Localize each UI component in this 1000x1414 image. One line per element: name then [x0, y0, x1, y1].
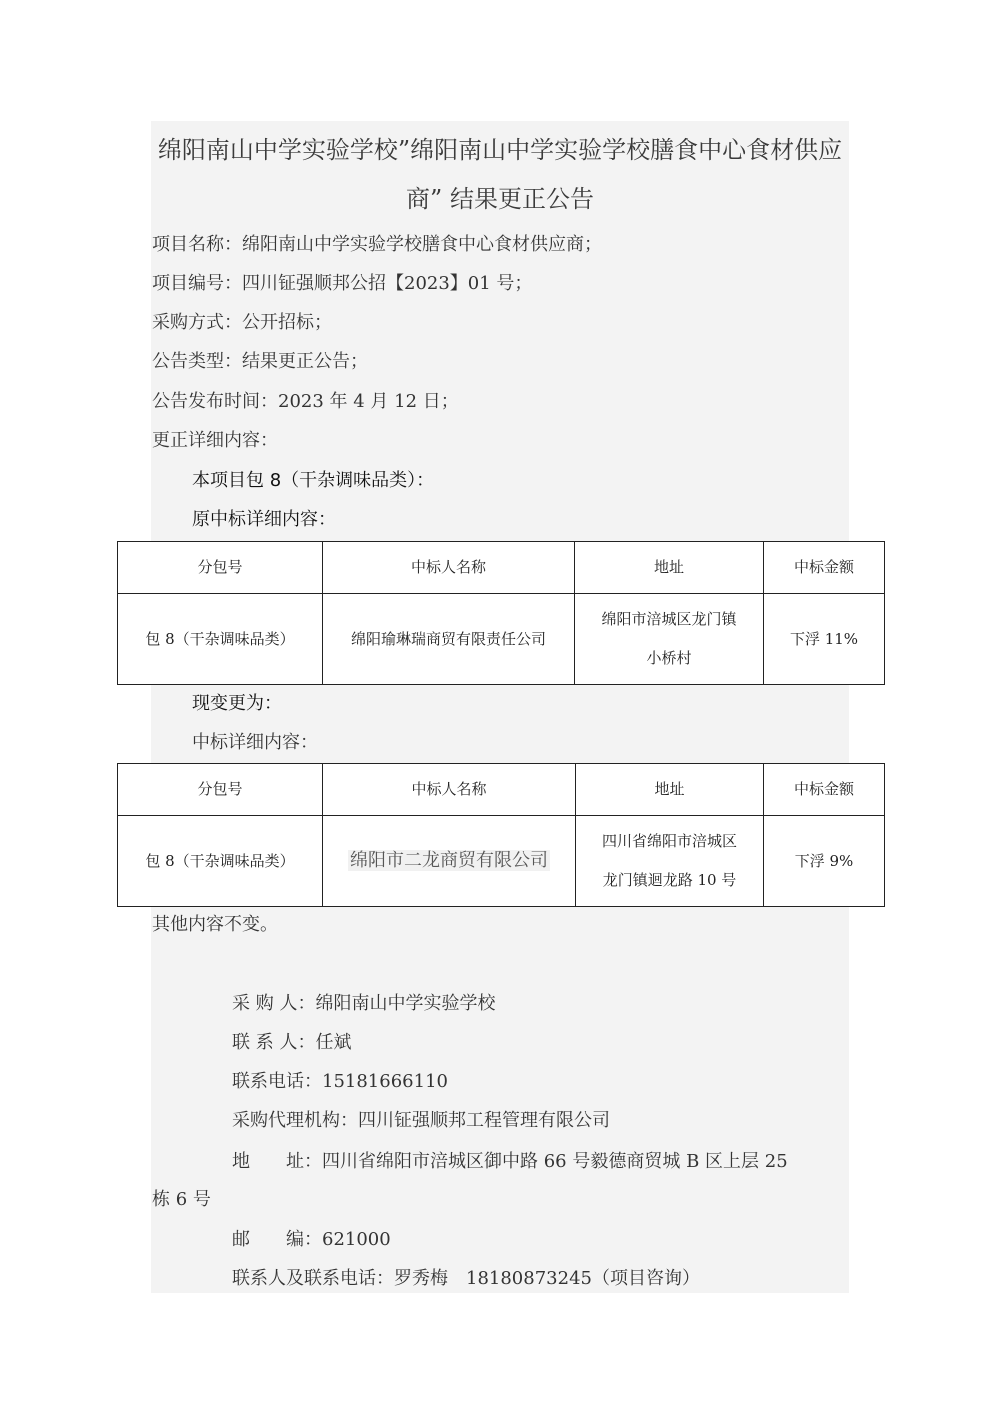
- cell-package: 包 8（干杂调味品类）: [118, 816, 323, 907]
- address-line: [232, 1150, 788, 1174]
- new-award-heading: 中标详细内容：: [192, 732, 318, 753]
- cell-amount: 下浮 9%: [764, 816, 885, 907]
- header-amount: 中标金额: [764, 542, 885, 594]
- address-line-2: 小桥村: [646, 649, 692, 667]
- header-winner: 中标人名称: [323, 764, 576, 816]
- contact-value: 任斌: [315, 1032, 352, 1053]
- info-label: 公告发布时间：: [152, 391, 278, 412]
- purchaser-value: 绵阳南山中学实验学校: [315, 993, 496, 1014]
- info-value: 四川钲强顺邦公招【2023】01 号；: [242, 273, 533, 294]
- header-amount: 中标金额: [764, 764, 885, 816]
- agency-line: [232, 1109, 610, 1133]
- header-package: 分包号: [118, 764, 323, 816]
- info-label: 采购方式：: [152, 312, 242, 333]
- info-value: 绵阳南山中学实验学校膳食中心食材供应商；: [242, 234, 602, 255]
- phone-value: 15181666110: [322, 1071, 448, 1092]
- cell-winner: 绵阳瑜琳瑞商贸有限责任公司: [323, 594, 575, 685]
- document-title-line-2: 商” 结果更正公告: [406, 185, 594, 213]
- new-award-table: [117, 763, 885, 907]
- postcode-value: 621000: [322, 1229, 391, 1250]
- agency-contact-line: [232, 1267, 700, 1291]
- info-value: 结果更正公告；: [242, 351, 368, 372]
- info-label: 公告类型：: [152, 351, 242, 372]
- cell-winner: [323, 816, 576, 907]
- address-line-1: 绵阳市涪城区龙门镇: [601, 610, 737, 628]
- cell-address: [576, 816, 764, 907]
- header-address: 地址: [575, 542, 764, 594]
- original-award-heading: 原中标详细内容：: [192, 509, 336, 530]
- contact-label: 联 系 人：: [232, 1032, 316, 1053]
- info-correction-details: [152, 429, 278, 453]
- purchaser-line: [232, 992, 495, 1016]
- cell-package: 包 8（干杂调味品类）: [118, 594, 323, 685]
- info-label: 项目名称：: [152, 234, 242, 255]
- table-row: [118, 594, 885, 685]
- footer-note: 其他内容不变。: [152, 914, 278, 935]
- package-heading: 本项目包 8（干杂调味品类）：: [192, 470, 435, 491]
- cell-amount: 下浮 11%: [764, 594, 885, 685]
- agency-label: 采购代理机构：: [232, 1110, 358, 1131]
- header-winner: 中标人名称: [323, 542, 575, 594]
- agency-contact-label: 联系人及联系电话：: [232, 1268, 394, 1289]
- changed-heading: 现变更为：: [192, 693, 282, 714]
- table-header-row: [118, 542, 885, 594]
- agency-value: 四川钲强顺邦工程管理有限公司: [358, 1110, 610, 1131]
- table-header-row: [118, 764, 885, 816]
- address-value: 四川省绵阳市涪城区御中路 66 号毅德商贸城 B 区上层 25: [322, 1151, 788, 1172]
- info-project-name: [152, 233, 602, 257]
- header-address: 地址: [576, 764, 764, 816]
- postcode-line: [232, 1228, 391, 1252]
- winner-name-highlight: 绵阳市二龙商贸有限公司: [350, 850, 548, 871]
- address-continuation: 栋 6 号: [152, 1189, 211, 1210]
- header-package: 分包号: [118, 542, 323, 594]
- original-award-table: [117, 541, 885, 685]
- info-label: 更正详细内容：: [152, 430, 278, 451]
- phone-line: [232, 1070, 448, 1094]
- info-notice-type: [152, 350, 368, 374]
- document-title-line-1: 绵阳南山中学实验学校”绵阳南山中学实验学校膳食中心食材供应: [157, 136, 843, 164]
- purchaser-label: 采 购 人：: [232, 993, 316, 1014]
- agency-contact-value: 罗秀梅 18180873245（项目咨询）: [394, 1268, 700, 1289]
- info-project-number: [152, 272, 532, 296]
- info-label: 项目编号：: [152, 273, 242, 294]
- phone-label: 联系电话：: [232, 1071, 322, 1092]
- postcode-label: 邮 编：: [232, 1229, 322, 1250]
- table-row: [118, 816, 885, 907]
- info-procurement-method: [152, 311, 332, 335]
- info-value: 2023 年 4 月 12 日；: [278, 391, 459, 412]
- info-value: 公开招标；: [242, 312, 332, 333]
- info-publish-date: [152, 390, 459, 414]
- address-label: 地 址：: [232, 1151, 322, 1172]
- cell-address: [575, 594, 764, 685]
- address-line-2: 龙门镇迴龙路 10 号: [602, 871, 737, 889]
- contact-person-line: [232, 1031, 351, 1055]
- address-line-1: 四川省绵阳市涪城区: [601, 832, 737, 850]
